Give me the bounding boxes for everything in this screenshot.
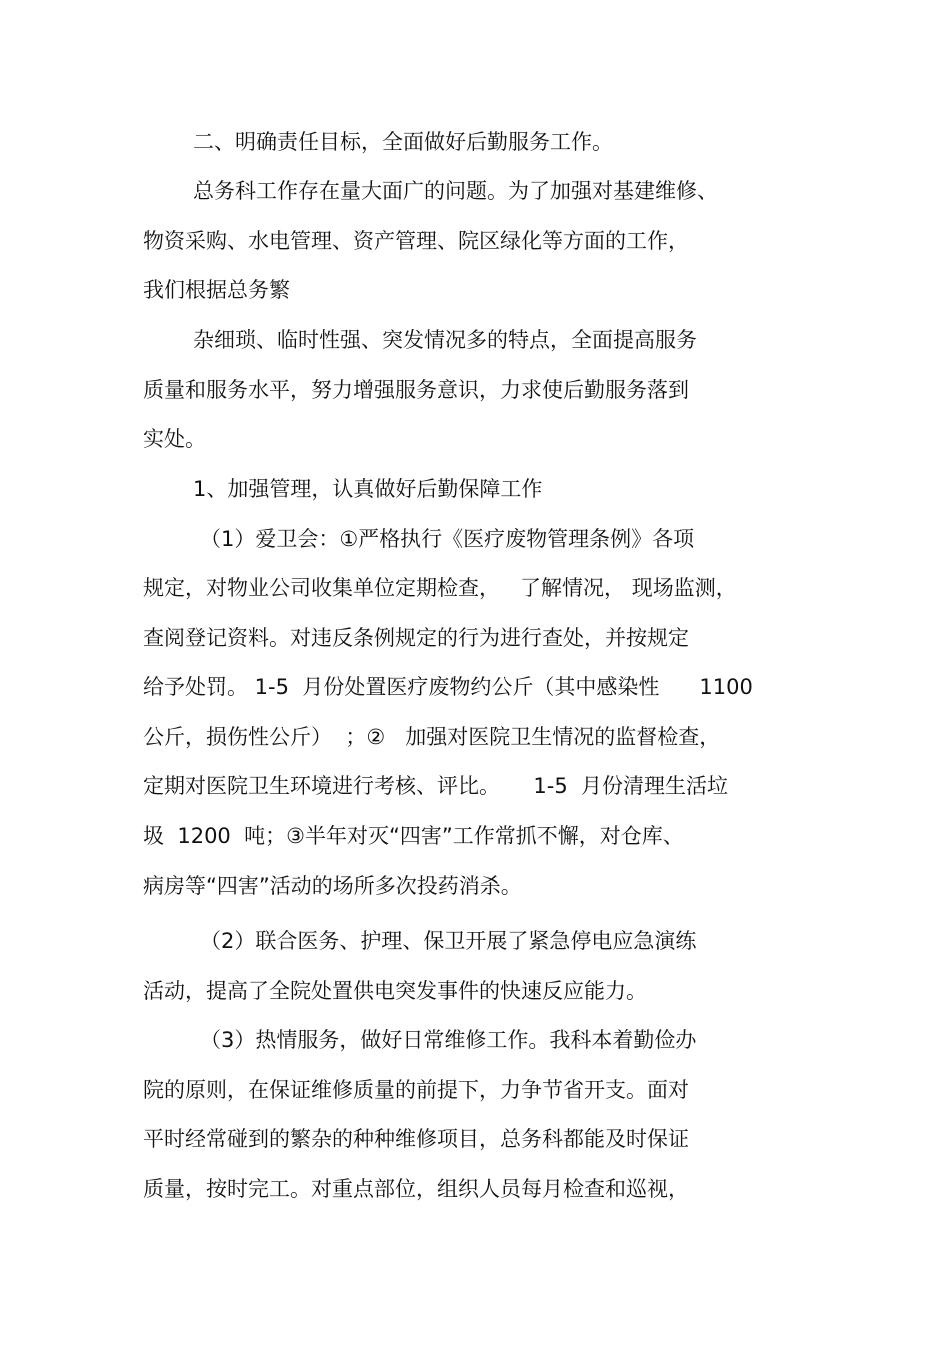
paragraph-line: 查阅登记资料。对违反条例规定的行为进行查处，并按规定 [143,626,689,650]
paragraph-line: 总务科工作存在量大面广的问题。为了加强对基建维修、 [193,179,718,203]
subsection-heading: 1、加强管理，认真做好后勤保障工作 [193,477,543,501]
paragraph-line: （2）联合医务、护理、保卫开展了紧急停电应急演练 [200,929,697,953]
paragraph-line: 规定，对物业公司收集单位定期检查， 了解情况， 现场监测， [143,576,737,600]
paragraph-line: 给予处罚。 1-5 月份处置医疗废物约公斤（其中感染性 1100 [143,675,753,699]
paragraph-line: 实处。 [143,427,206,451]
paragraph-line: 质量，按时完工。对重点部位，组织人员每月检查和巡视， [143,1177,689,1201]
paragraph-line: 物资采购、水电管理、资产管理、院区绿化等方面的工作， [143,229,689,253]
paragraph-line: 活动，提高了全院处置供电突发事件的快速反应能力。 [143,979,647,1003]
section-heading: 二、明确责任目标，全面做好后勤服务工作。 [193,130,613,154]
paragraph-line: 圾 1200 吨；③半年对灭“四害”工作常抓不懈，对仓库、 [143,824,684,848]
paragraph-line: 平时经常碰到的繁杂的种种维修项目，总务科都能及时保证 [143,1127,689,1151]
paragraph-line: 定期对医院卫生环境进行考核、评比。 1-5 月份清理生活垃 [143,774,729,798]
paragraph-line: 我们根据总务繁 [143,278,290,302]
paragraph-line: （3）热情服务，做好日常维修工作。我科本着勤俭办 [200,1028,697,1052]
paragraph-line: 院的原则，在保证维修质量的前提下，力争节省开支。面对 [143,1078,689,1102]
paragraph-line: 杂细琐、临时性强、突发情况多的特点，全面提高服务 [193,328,697,352]
paragraph-line: 公斤，损伤性公斤） ；② 加强对医院卫生情况的监督检查， [143,725,721,749]
paragraph-line: 病房等“四害”活动的场所多次投药消杀。 [143,874,522,898]
paragraph-line: （1）爱卫会：①严格执行《医疗废物管理条例》各项 [200,527,695,551]
paragraph-line: 质量和服务水平，努力增强服务意识，力求使后勤服务落到 [143,378,689,402]
